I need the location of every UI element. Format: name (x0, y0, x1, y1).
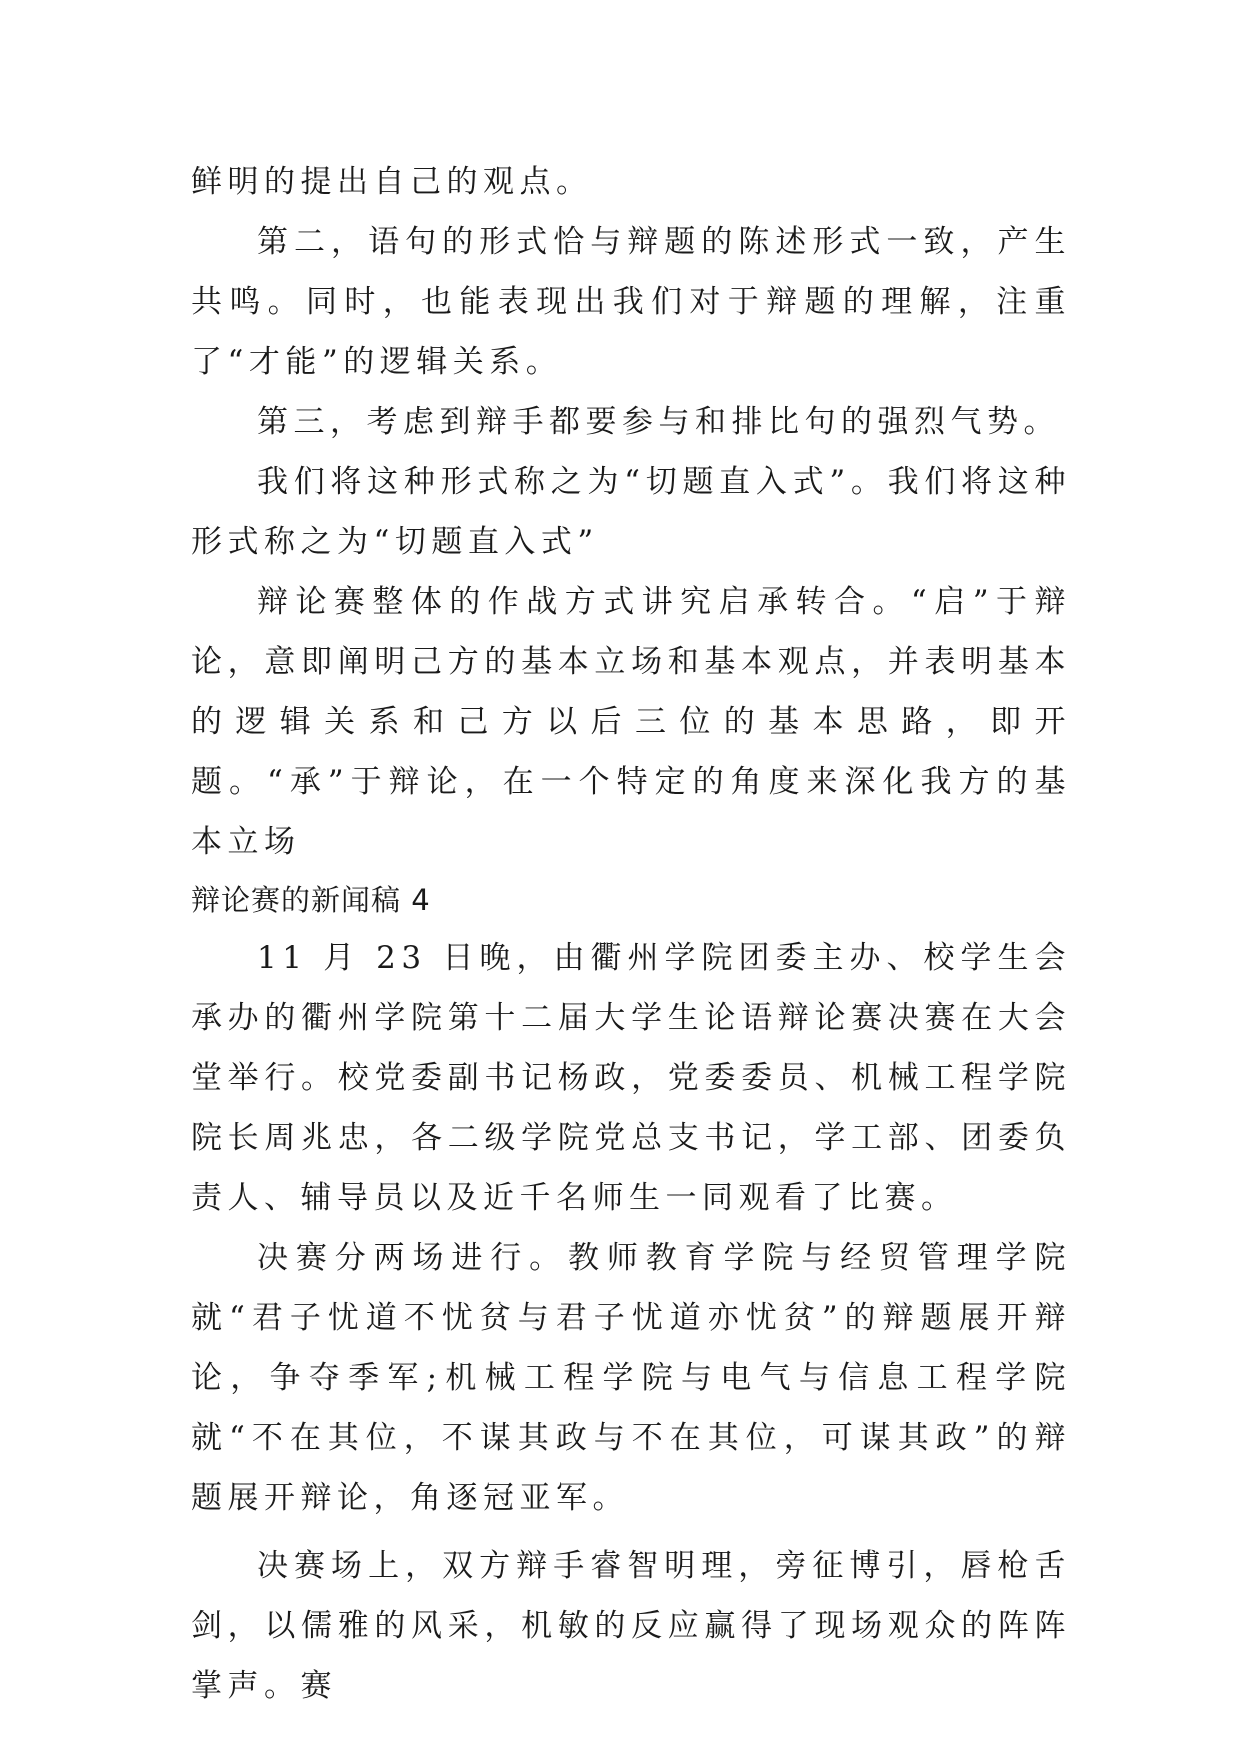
section-heading: 辩论赛的新闻稿 4 (191, 883, 431, 917)
paragraph-second-point: 第二，语句的形式恰与辩题的陈述形式一致，产生共鸣。同时，也能表现出我们对于辩题的理解，注重了“才能”的逻辑关系。 (191, 224, 1071, 380)
paragraph-continuation: 鲜明的提出自己的观点。 (191, 164, 593, 200)
document-body (191, 152, 1071, 1716)
paragraph-direct-style: 我们将这种形式称之为“切题直入式”。我们将这种形式称之为“切题直入式” (191, 464, 1071, 560)
paragraph-final-rounds: 决赛分两场进行。教师教育学院与经贸管理学院就“君子忧道不忧贫与君子忧道亦忧贫”的辩题展开辩论，争夺季军;机械工程学院与电气与信息工程学院就“不在其位，不谋其政与不在其位，可谋其政”的辩题展开辩论，角逐冠亚军。 (191, 1240, 1071, 1516)
paragraph-news-intro: 11 月 23 日晚，由衢州学院团委主办、校学生会承办的衢州学院第十二届大学生论语辩论赛决赛在大会堂举行。校党委副书记杨政，党委委员、机械工程学院院长周兆忠，各二级学院党总支书记，学工部、团委负责人、辅导员以及近千名师生一同观看了比赛。 (191, 940, 1071, 1216)
paragraph-debate-strategy: 辩论赛整体的作战方式讲究启承转合。“启”于辩论，意即阐明己方的基本立场和基本观点，并表明基本的逻辑关系和己方以后三位的基本思路，即开题。“承”于辩论，在一个特定的角度来深化我方的基本立场 (191, 584, 1071, 860)
paragraph-final-scene: 决赛场上，双方辩手睿智明理，旁征博引，唇枪舌剑，以儒雅的风采，机敏的反应赢得了现场观众的阵阵掌声。赛 (191, 1548, 1071, 1704)
paragraph-gap (191, 1528, 1071, 1536)
paragraph-third-point: 第三，考虑到辩手都要参与和排比句的强烈气势。 (257, 404, 1060, 440)
